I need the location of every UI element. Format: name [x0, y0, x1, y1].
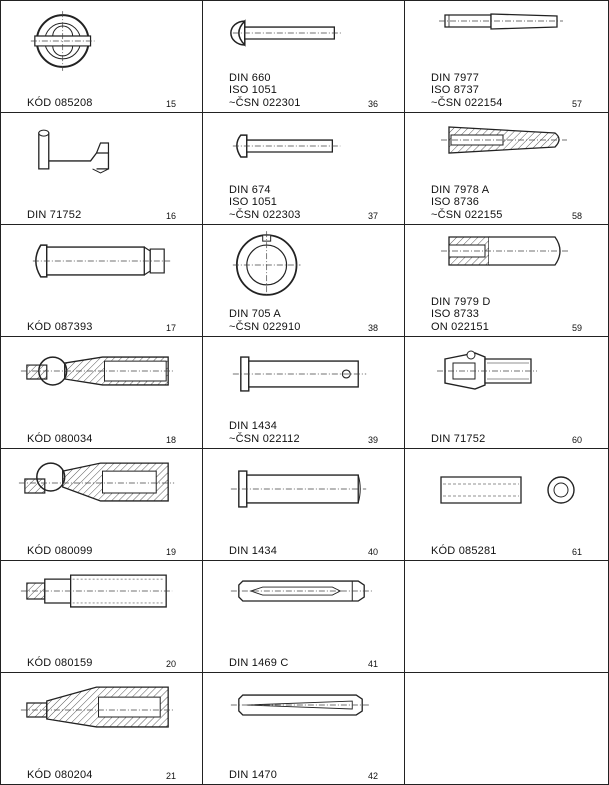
item-number: 17 — [165, 323, 176, 333]
standard-label: DIN 1469 C — [229, 656, 289, 669]
sleeve-and-section-icon — [405, 449, 608, 523]
item-number: 61 — [571, 547, 582, 557]
taper-pin-internal-thread-icon — [405, 113, 608, 187]
grooved-pin-icon — [203, 561, 404, 635]
item-number: 58 — [571, 211, 582, 221]
part-code: KÓD 085208 — [27, 96, 93, 109]
part-cell — [1, 449, 203, 561]
part-cell — [1, 113, 203, 225]
spring-clip-pin-icon — [1, 113, 202, 187]
part-labels — [431, 545, 497, 558]
part-cell — [405, 113, 608, 225]
standard-label: DIN 71752 — [27, 208, 82, 221]
standard-label: ~ČSN 022910 — [229, 320, 301, 333]
item-number: 36 — [367, 99, 378, 109]
standard-label: DIN 7978 A — [431, 183, 490, 196]
part-labels — [229, 308, 301, 333]
standard-label: ~ČSN 022301 — [229, 96, 301, 109]
flat-round-head-rivet-icon — [203, 113, 404, 187]
item-number: 39 — [367, 435, 378, 445]
part-code: KÓD 080204 — [27, 768, 93, 781]
part-labels — [27, 209, 81, 222]
item-number: 15 — [165, 99, 176, 109]
dowel-pin-internal-thread-icon — [405, 225, 608, 299]
item-number: 16 — [165, 211, 176, 221]
part-labels — [431, 433, 485, 446]
part-cell — [1, 673, 203, 784]
part-cell — [203, 337, 405, 449]
part-cell — [405, 337, 608, 449]
part-cell — [203, 225, 405, 337]
grooved-pin-taper-icon — [203, 673, 404, 747]
part-code: KÓD 085281 — [431, 544, 497, 557]
part-labels — [27, 657, 93, 670]
item-number: 21 — [165, 771, 176, 781]
stepped-threaded-shaft-icon — [1, 561, 202, 635]
headed-pin-cross-hole-icon — [203, 337, 404, 411]
standard-label: ISO 8737 — [431, 84, 480, 96]
ball-socket-threaded-icon — [1, 337, 202, 411]
standard-label: ~ČSN 022303 — [229, 208, 301, 221]
clevis-fork-icon — [405, 337, 608, 411]
empty-cell — [405, 673, 608, 784]
part-labels — [229, 184, 301, 222]
standard-label: ON 022151 — [431, 320, 490, 333]
headed-pin-groove-icon — [1, 225, 202, 299]
part-code: KÓD 080099 — [27, 544, 93, 557]
headed-pin-icon — [203, 449, 404, 523]
standard-label: ISO 1051 — [229, 84, 278, 96]
standard-label: ISO 8733 — [431, 308, 480, 320]
part-labels — [431, 184, 503, 222]
part-labels — [27, 433, 93, 446]
part-cell — [203, 449, 405, 561]
part-cell — [203, 1, 405, 113]
part-labels — [27, 97, 93, 110]
part-cell — [203, 561, 405, 673]
part-cell — [1, 225, 203, 337]
round-head-rivet-icon — [203, 1, 404, 75]
standard-label: DIN 674 — [229, 183, 271, 196]
part-labels — [27, 321, 93, 334]
standard-label: ISO 1051 — [229, 196, 278, 208]
part-code: KÓD 080159 — [27, 656, 93, 669]
item-number: 18 — [165, 435, 176, 445]
standard-label: DIN 1434 — [229, 420, 278, 432]
adjusting-ring-icon — [203, 225, 404, 299]
item-number: 37 — [367, 211, 378, 221]
item-number: 38 — [367, 323, 378, 333]
part-labels — [229, 769, 277, 782]
item-number: 60 — [571, 435, 582, 445]
part-labels — [229, 420, 300, 445]
part-labels — [229, 657, 288, 670]
part-cell — [1, 337, 203, 449]
part-cell — [1, 561, 203, 673]
part-labels — [229, 545, 277, 558]
item-number: 59 — [571, 323, 582, 333]
part-cell — [405, 1, 608, 113]
part-labels — [27, 769, 93, 782]
standard-label: DIN 7979 D — [431, 295, 491, 308]
part-cell — [203, 113, 405, 225]
item-number: 41 — [367, 659, 378, 669]
part-cell — [203, 673, 405, 784]
part-cell — [405, 225, 608, 337]
standard-label: DIN 1434 — [229, 544, 278, 557]
part-labels — [431, 72, 503, 110]
item-number: 42 — [367, 771, 378, 781]
part-code: KÓD 087393 — [27, 320, 93, 333]
part-code: KÓD 080034 — [27, 432, 93, 445]
part-labels — [27, 545, 93, 558]
part-labels — [431, 296, 490, 334]
standard-label: DIN 71752 — [431, 432, 486, 445]
ball-socket-hollow-icon — [1, 449, 202, 523]
standard-label: DIN 1470 — [229, 768, 278, 781]
taper-pin-threaded-end-icon — [405, 1, 608, 75]
standard-label: ~ČSN 022154 — [431, 96, 503, 109]
standard-label: ~ČSN 022112 — [229, 432, 300, 445]
item-number: 40 — [367, 547, 378, 557]
empty-cell — [405, 561, 608, 673]
part-cell — [1, 1, 203, 113]
standard-label: DIN 705 A — [229, 308, 281, 320]
item-number: 19 — [165, 547, 176, 557]
ball-socket-long-hollow-icon — [1, 673, 202, 747]
standard-label: ~ČSN 022155 — [431, 208, 503, 221]
part-cell — [405, 449, 608, 561]
standard-label: DIN 7977 — [431, 71, 480, 84]
item-number: 57 — [571, 99, 582, 109]
standard-label: ISO 8736 — [431, 196, 480, 208]
split-ring-key-icon — [1, 1, 202, 75]
part-labels — [229, 72, 301, 110]
standard-label: DIN 660 — [229, 71, 271, 84]
item-number: 20 — [165, 659, 176, 669]
